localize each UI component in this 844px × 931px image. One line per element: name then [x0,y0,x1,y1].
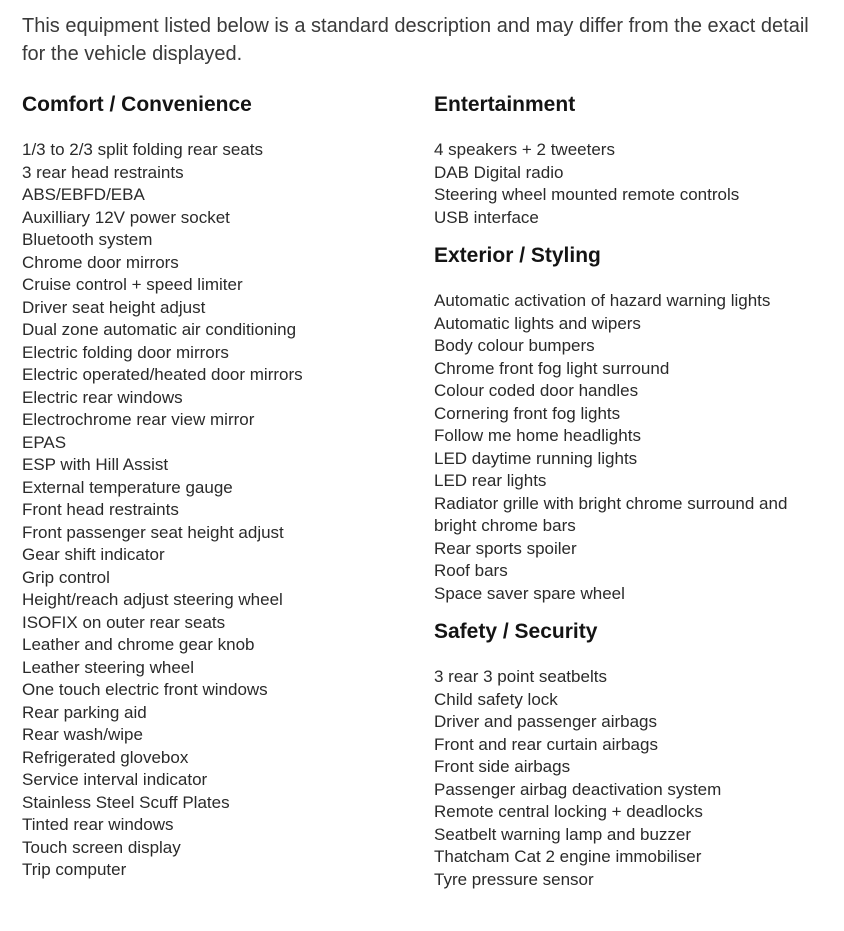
list-item: Chrome door mirrors [22,252,179,272]
list-item: Trip computer [22,860,127,879]
section-exterior-styling [434,241,834,605]
list-item: USB interface [434,207,539,227]
list-item: Cruise control + speed limiter [22,275,243,294]
list-item: Driver and passenger airbags [434,712,658,731]
exterior-list [434,271,834,605]
list-item: Seatbelt warning lamp and buzzer [434,824,692,844]
list-item: EPAS [22,432,67,452]
list-item: Body colour bumpers [434,336,595,355]
list-item: Leather steering wheel [22,657,195,677]
list-item: Refrigerated glovebox [22,747,189,767]
list-item: 4 speakers + 2 tweeters [434,140,615,159]
list-item: Front and rear curtain airbags [434,734,658,754]
list-item: ABS/EBFD/EBA [22,185,145,204]
list-item: Steering wheel mounted remote controls [434,185,740,204]
list-item: Leather and chrome gear knob [22,635,255,654]
list-item: Roof bars [434,561,508,580]
list-item: Dual zone automatic air conditioning [22,320,297,339]
list-item: 3 rear head restraints [22,162,184,182]
left-column [22,90,412,894]
list-item: 1/3 to 2/3 split folding rear seats [22,140,263,159]
list-item: Radiator grille with bright chrome surround and bright chrome bars [434,493,788,535]
list-item: Cornering front fog lights [434,403,621,423]
list-item: Passenger airbag deactivation system [434,779,722,799]
entertainment-list [434,120,834,229]
right-column [434,90,834,903]
list-item: One touch electric front windows [22,680,268,699]
list-item: Chrome front fog light surround [434,358,670,378]
list-item: Follow me home headlights [434,426,641,445]
list-item: Electrochrome rear view mirror [22,410,255,429]
list-item: Gear shift indicator [22,545,165,564]
list-item: Bluetooth system [22,230,153,249]
list-item: Thatcham Cat 2 engine immobiliser [434,847,702,866]
list-item: LED daytime running lights [434,448,638,468]
list-item: Grip control [22,567,110,587]
list-item: Tyre pressure sensor [434,869,594,889]
list-item: Rear wash/wipe [22,725,143,744]
list-item: Front passenger seat height adjust [22,522,284,542]
list-item: Remote central locking + deadlocks [434,802,703,821]
section-safety-security [434,617,834,891]
list-item: External temperature gauge [22,477,233,497]
list-item: Rear parking aid [22,702,147,722]
list-item: Tinted rear windows [22,815,174,834]
list-item: DAB Digital radio [434,162,564,182]
list-item: 3 rear 3 point seatbelts [434,667,607,686]
list-item: Electric operated/heated door mirrors [22,365,303,384]
section-title-safety: Safety / Security [434,620,598,643]
list-item: Electric folding door mirrors [22,342,229,362]
list-item: Electric rear windows [22,387,183,407]
disclaimer-text: This equipment listed below is a standard description and may differ from the exact detail for the vehicle displayed. [22,15,809,65]
safety-list [434,647,834,891]
list-item: Height/reach adjust steering wheel [22,590,283,609]
list-item: Auxilliary 12V power socket [22,207,230,227]
list-item: ISOFIX on outer rear seats [22,612,226,632]
list-item: Service interval indicator [22,770,208,789]
list-item: Child safety lock [434,689,558,709]
section-comfort-convenience [22,90,412,882]
list-item: Stainless Steel Scuff Plates [22,792,230,812]
list-item: Automatic activation of hazard warning lights [434,291,771,310]
section-entertainment [434,90,834,229]
list-item: ESP with Hill Assist [22,455,169,474]
list-item: Front head restraints [22,500,179,519]
list-item: Space saver spare wheel [434,583,625,603]
list-item: Rear sports spoiler [434,538,577,558]
comfort-list [22,120,412,882]
list-item: Driver seat height adjust [22,297,206,317]
list-item: Front side airbags [434,757,571,776]
list-item: Automatic lights and wipers [434,313,641,333]
list-item: LED rear lights [434,471,547,490]
list-item: Colour coded door handles [434,381,639,400]
list-item: Touch screen display [22,837,181,857]
section-title-exterior: Exterior / Styling [434,244,601,267]
section-title-entertainment: Entertainment [434,93,576,116]
section-title-comfort: Comfort / Convenience [22,93,252,116]
